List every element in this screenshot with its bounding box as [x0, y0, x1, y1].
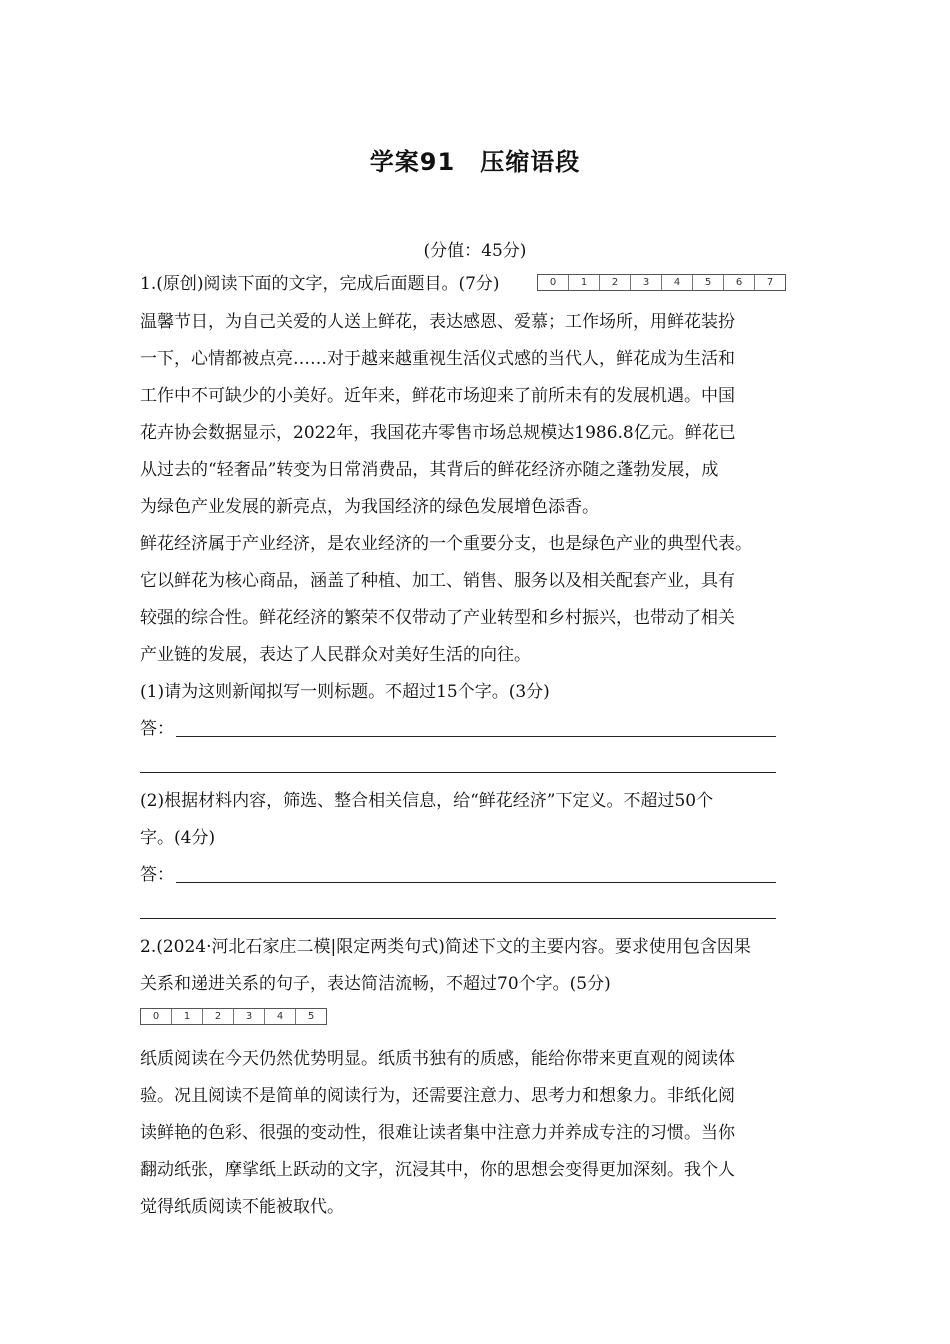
score-cell[interactable]: 1 — [569, 275, 600, 290]
answer-line[interactable] — [176, 882, 776, 883]
answer-line[interactable] — [176, 736, 776, 737]
score-cell[interactable]: 4 — [662, 275, 693, 290]
score-cell[interactable]: 7 — [766, 277, 774, 288]
score-cell[interactable]: 2 — [203, 1009, 234, 1024]
q2-score-box — [140, 1008, 327, 1025]
q1-passage-line: 为绿色产业发展的新亮点，为我国经济的绿色发展增色添香。 — [140, 497, 599, 517]
q2-passage-line: 验。况且阅读不是简单的阅读行为，还需要注意力、思考力和想象力。非纸化阅 — [140, 1086, 735, 1106]
score-total: (分值：45分) — [423, 241, 527, 261]
answer-label: 答： — [140, 719, 174, 739]
answer-line[interactable] — [140, 918, 776, 919]
score-cell[interactable]: 0 — [538, 275, 569, 290]
q1-subquestion-1: (1)请为这则新闻拟写一则标题。不超过15个字。(3分) — [140, 682, 550, 702]
q1-passage-line: 从过去的“轻奢品”转变为日常消费品，其背后的鲜花经济亦随之蓬勃发展，成 — [140, 460, 719, 480]
q1-passage-line: 鲜花经济属于产业经济，是农业经济的一个重要分支，也是绿色产业的典型代表。 — [140, 534, 752, 554]
q1-score-box — [537, 274, 786, 291]
q2-prompt-cont: 关系和递进关系的句子，表达简洁流畅，不超过70个字。(5分) — [140, 974, 611, 994]
q1-prompt: 1.(原创)阅读下面的文字，完成后面题目。(7分) — [140, 274, 500, 294]
q1-passage-line: 较强的综合性。鲜花经济的繁荣不仅带动了产业转型和乡村振兴，也带动了相关 — [140, 608, 735, 628]
score-cell[interactable]: 2 — [600, 275, 631, 290]
q1-subquestion-2: (2)根据材料内容，筛选、整合相关信息，给“鲜花经济”下定义。不超过50个 — [140, 791, 714, 811]
score-cell[interactable]: 5 — [693, 275, 724, 290]
q1-passage-line: 它以鲜花为核心商品，涵盖了种植、加工、销售、服务以及相关配套产业，具有 — [140, 571, 735, 591]
score-cell[interactable]: 5 — [307, 1011, 315, 1022]
q2-passage-line: 翻动纸张，摩挲纸上跃动的文字，沉浸其中，你的思想会变得更加深刻。我个人 — [140, 1160, 735, 1180]
q1-passage-line: 产业链的发展，表达了人民群众对美好生活的向往。 — [140, 645, 531, 665]
score-cell[interactable]: 6 — [724, 275, 755, 290]
q1-passage-line: 温馨节日，为自己关爱的人送上鲜花，表达感恩、爱慕；工作场所，用鲜花装扮 — [140, 312, 735, 332]
q1-subquestion-2-cont: 字。(4分) — [140, 828, 216, 848]
score-cell[interactable]: 1 — [172, 1009, 203, 1024]
q1-passage-line: 工作中不可缺少的小美好。近年来，鲜花市场迎来了前所未有的发展机遇。中国 — [140, 386, 735, 406]
score-cell[interactable]: 3 — [631, 275, 662, 290]
page-title: 学案91 压缩语段 — [369, 148, 581, 176]
q2-passage-line: 读鲜艳的色彩、很强的变动性，很难让读者集中注意力并养成专注的习惯。当你 — [140, 1123, 735, 1143]
score-cell[interactable]: 4 — [265, 1009, 296, 1024]
q1-passage-line: 花卉协会数据显示，2022年，我国花卉零售市场总规模达1986.8亿元。鲜花已 — [140, 423, 736, 443]
answer-line[interactable] — [140, 772, 776, 773]
q1-passage-line: 一下，心情都被点亮……对于越来越重视生活仪式感的当代人，鲜花成为生活和 — [140, 349, 735, 369]
q2-passage-line: 纸质阅读在今天仍然优势明显。纸质书独有的质感，能给你带来更直观的阅读体 — [140, 1049, 735, 1069]
q2-prompt: 2.(2024·河北石家庄二模|限定两类句式)简述下文的主要内容。要求使用包含因果 — [140, 937, 751, 957]
answer-label: 答： — [140, 865, 174, 885]
score-cell[interactable]: 0 — [141, 1009, 172, 1024]
q2-passage-line: 觉得纸质阅读不能被取代。 — [140, 1197, 344, 1217]
score-cell[interactable]: 3 — [234, 1009, 265, 1024]
